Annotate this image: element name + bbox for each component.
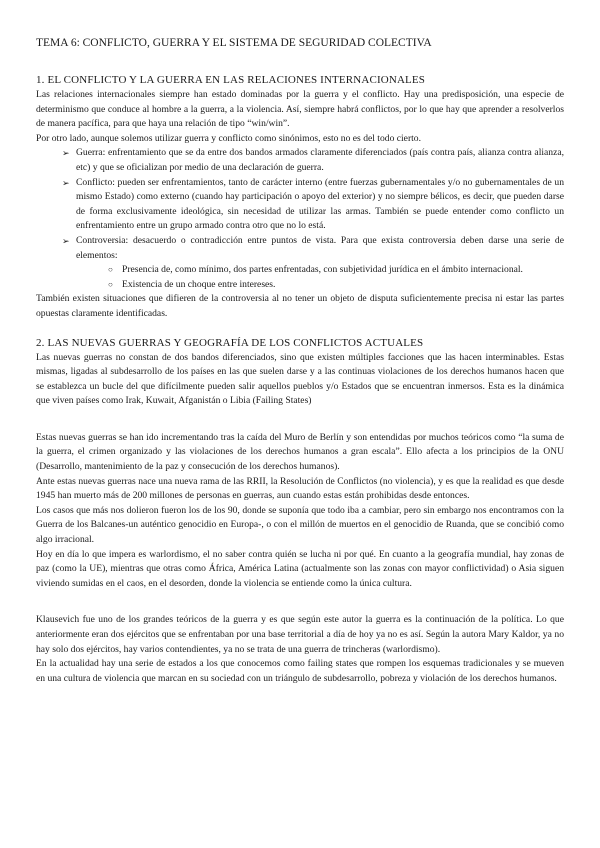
circle-icon: ○ (108, 265, 113, 275)
section-2-paragraph: Ante estas nuevas guerras nace una nueva rama de las RRII, la Resolución de Conflictos (no violencia), y es que la realidad es que desde 1945 han muerto más de 200 millones de personas en guerras, aun cuando estas están prohibidas desde entonces. (36, 475, 564, 502)
arrowhead-icon: ➢ (62, 177, 70, 188)
controversy-elements-list (76, 263, 564, 292)
arrowhead-icon: ➢ (62, 235, 70, 246)
definitions-list (36, 146, 564, 292)
list-item: ○ Existencia de un choque entre intereses. (108, 278, 564, 293)
section-2-paragraph: Los casos que más nos dolieron fueron los de los 90, donde se suponía que todo iba a cambiar, pero sin embargo nos encontramos con la Guerra de los Balcanes-un auténtico genocidio en Europa-, o con el millón de muertos en el genocidio de Ruanda, que se concibió como algo irracional. (36, 504, 564, 546)
circle-icon: ○ (108, 279, 113, 289)
section-2-paragraph: Las nuevas guerras no constan de dos bandos diferenciados, sino que existen múltiples facciones que las hacen interminables. Estas mismas, ligadas al subdesarrollo de los países en las que suelen darse y a las continuas violaciones de los derechos humanos hacen que se establezca un bucle del que difícilmente pueden salir aquellos pueblos y/o Estados que se encuentran inmersos. Esta es la dinámica que viven países como Irak, Kuwait, Afganistán o Libia (Failing States) (36, 351, 564, 407)
list-item: ➢ Guerra: enfrentamiento que se da entre dos bandos armados claramente diferenciados (país contra país, alianza contra alianza, etc) y que se oficializan por medio de una declaración de guerra. (62, 147, 564, 173)
section-1-intro: Las relaciones internacionales siempre han estado dominadas por la guerra y el conflicto. Hay una predisposición, una especie de determinismo que conduce al hombre a la guerra, a la violencia. Así, siempre habrá conflictos, por lo que hay que aprender a resolverlos de manera pacífica, para que haya una relación de tipo “win/win”. (36, 89, 564, 130)
section-2-paragraph: En la actualidad hay una serie de estados a los que conocemos como failing states que rompen los esquemas tradicionales y se mueven en una cultura de violencia que marcan en su sociedad con un triángulo de subdesarrollo, pobreza y violación de los derechos humanos. (36, 658, 564, 684)
section-2-paragraph: Estas nuevas guerras se han ido incrementando tras la caída del Muro de Berlín y son entendidas por muchos teóricos como “la suma de la guerra, el crimen organizado y las violaciones de los derechos humanos a gran escala”. Ello afecta a los principios de la ONU (Desarrollo, mantenimiento de la paz y consecución de los derechos humanos). (36, 431, 564, 473)
section-2-heading: 2. LAS NUEVAS GUERRAS Y GEOGRAFÍA DE LOS CONFLICTOS ACTUALES (36, 336, 424, 349)
document-title: TEMA 6: CONFLICTO, GUERRA Y EL SISTEMA DE SEGURIDAD COLECTIVA (36, 37, 432, 49)
section-2-paragraph: Hoy en día lo que impera es warlordismo, el no saber contra quién se lucha ni por qué. En cuanto a la geografía mundial, hay zonas de paz (como la UE), mientras que otras como África, América Latina (actualmente son las zonas con mayor conflictividad) o Asia siguen viviendo sumidas en el caos, en el desorden, donde la violencia se entiende como la única cultura. (36, 548, 564, 589)
list-item: ➢ Conflicto: pueden ser enfrentamientos, tanto de carácter interno (entre fuerzas gubernamentales y/o no gubernamentales de un mismo Estado) como externo (cuando hay participación o apoyo del exterior) y no siempre bélicos, es decir, que pueden darse de forma exclusivamente ideológica, sin necesidad de utilizar las armas. También se puede entender como conflicto un enfrentamiento entre un grupo armado contra otro que no lo está. (62, 176, 564, 232)
section-1-intro-2: Por otro lado, aunque solemos utilizar guerra y conflicto como sinónimos, esto no es del todo cierto. (36, 132, 422, 144)
list-item: ○ Presencia de, como mínimo, dos partes enfrentadas, con subjetividad jurídica en el ámbito internacional. (108, 263, 564, 278)
section-1-heading: 1. EL CONFLICTO Y LA GUERRA EN LAS RELACIONES INTERNACIONALES (36, 74, 426, 86)
list-item: ➢ Controversia: desacuerdo o contradicción entre puntos de vista. Para que exista controversia deben darse una serie de elementos: ○ Presencia de, como mínimo, dos partes enfrentadas, con subjetividad jurídica en el ámbito internacional. ○ Existencia de un choque entre intereses. (64, 234, 564, 292)
section-1-closing: También existen situaciones que difieren de la controversia al no tener un objeto de disputa suficientemente precisa ni estar las partes opuestas claramente identificadas. (36, 293, 564, 319)
section-2-paragraph: Klausevich fue uno de los grandes teóricos de la guerra y es que según este autor la guerra es la continuación de la política. Lo que anteriormente eran dos ejércitos que se enfrentaban por una base territorial a día de hoy ya no es así. Según la autora Mary Kaldor, ya no hay solo dos ejércitos, hay varios contendientes, ya no se trata de una guerra de trincheras (warlordismo). (36, 614, 564, 655)
arrowhead-icon: ➢ (62, 148, 70, 159)
